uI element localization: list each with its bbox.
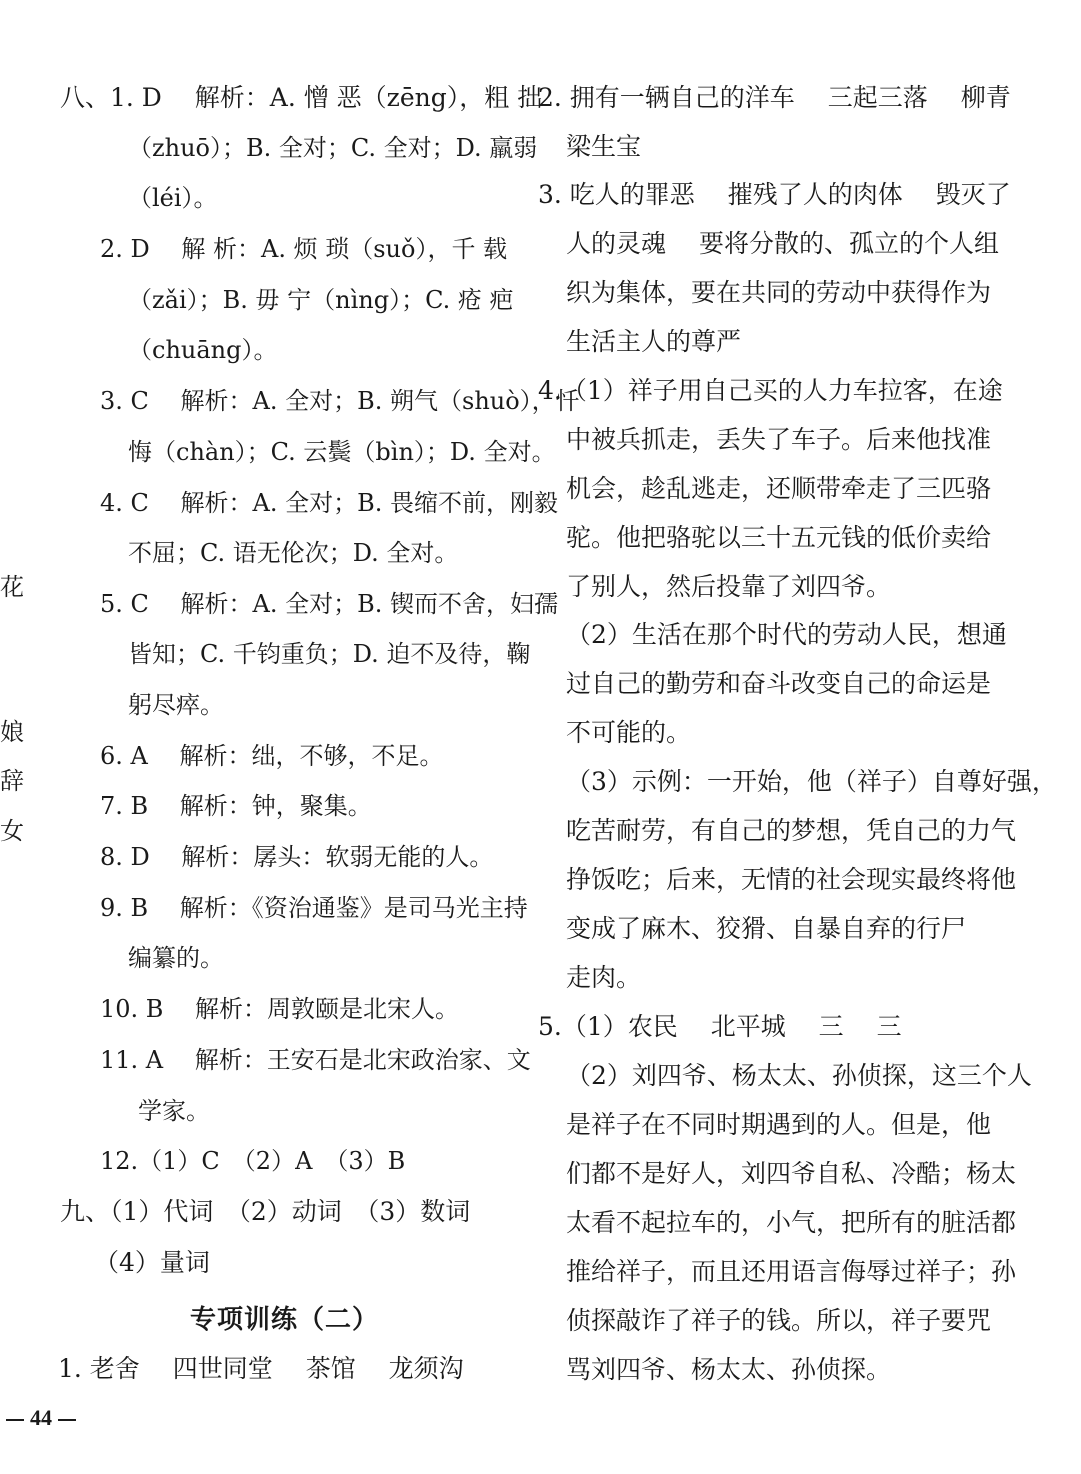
answer-line: （zǎi）；B. 毋 宁（nìng）；C. 疮 疤: [128, 286, 514, 314]
answer-line: 3. 吃人的罪恶 摧残了人的肉体 毁灭了: [538, 180, 1011, 209]
answer-line: （4）量词: [94, 1248, 210, 1277]
dash-left: [6, 1419, 24, 1421]
answer-line: 4.（1）祥子用自己买的人力车拉客，在途: [538, 376, 1003, 405]
answer-line: 2. D 解 析：A. 烦 琐（suǒ），千 载: [100, 235, 508, 263]
answer-line: 8. D 解析：孱头：软弱无能的人。: [100, 843, 494, 871]
answer-line: 织为集体，要在共同的劳动中获得作为: [566, 278, 992, 307]
answer-line: （zhuō）；B. 全对；C. 全对；D. 羸弱: [128, 134, 538, 162]
answer-line: 9. B 解析：《资治通鉴》是司马光主持: [100, 894, 528, 922]
bleed-char: 辞: [0, 767, 24, 795]
answer-line: 中被兵抓走，丢失了车子。后来他找准: [566, 425, 992, 454]
answer-line: （3）示例：一开始，他（祥子）自尊好强，: [566, 767, 1057, 796]
answer-line: 11. A 解析：王安石是北宋政治家、文: [100, 1046, 531, 1074]
bleed-char: 女: [0, 817, 24, 845]
answer-line: 吃苦耐劳，有自己的梦想，凭自己的力气: [566, 816, 1017, 845]
answer-line: 骂刘四爷、杨太太、孙侦探。: [566, 1355, 892, 1384]
answer-line: 九、（1）代词 （2）动词 （3）数词: [60, 1197, 471, 1226]
answer-line: 5. C 解析：A. 全对；B. 锲而不舍，妇孺: [100, 590, 559, 618]
answer-line: 推给祥子，而且还用语言侮辱过祥子；孙: [566, 1257, 1017, 1286]
answer-line: 驼。他把骆驼以三十五元钱的低价卖给: [566, 523, 992, 552]
answer-line: 变成了麻木、狡猾、自暴自弃的行尸: [566, 914, 967, 943]
answer-line: 12.（1）C （2）A （3）B: [100, 1147, 406, 1175]
answer-line: （2）生活在那个时代的劳动人民，想通: [566, 620, 1007, 649]
answer-line: 4. C 解析：A. 全对；B. 畏缩不前，刚毅: [100, 489, 559, 517]
answer-line: 人的灵魂 要将分散的、孤立的个人组: [566, 229, 999, 258]
answer-line: 5.（1）农民 北平城 三 三: [538, 1012, 902, 1041]
answer-line: 不可能的。: [566, 718, 692, 747]
answer-line: 是祥子在不同时期遇到的人。但是，他: [566, 1110, 992, 1139]
answer-line: 太看不起拉车的，小气，把所有的脏活都: [566, 1208, 1017, 1237]
answer-line: 们都不是好人，刘四爷自私、冷酷；杨太: [566, 1159, 1017, 1188]
section-heading: 专项训练（二）: [190, 1305, 380, 1335]
answer-line: 侦探敲诈了祥子的钱。所以，祥子要咒: [566, 1306, 992, 1335]
answer-line: 编纂的。: [128, 944, 224, 972]
answer-line: 6. A 解析：绌，不够，不足。: [100, 742, 444, 770]
answer-line: 过自己的勤劳和奋斗改变自己的命运是: [566, 669, 992, 698]
answer-line: 挣饭吃；后来，无情的社会现实最终将他: [566, 865, 1017, 894]
answer-line: 躬尽瘁。: [128, 691, 224, 719]
answer-line: 1. 老舍 四世同堂 茶馆 龙须沟: [58, 1354, 464, 1383]
page-number-text: 44: [30, 1405, 52, 1430]
answer-line: 走肉。: [566, 963, 642, 992]
answer-line: 了别人，然后投靠了刘四爷。: [566, 572, 892, 601]
answer-line: 2. 拥有一辆自己的洋车 三起三落 柳青: [538, 83, 1011, 112]
answer-line: 不屈；C. 语无伦次；D. 全对。: [128, 539, 459, 567]
answer-line: 3. C 解析：A. 全对；B. 朔气（shuò），忏: [100, 387, 580, 415]
answer-line: （léi）。: [128, 184, 218, 212]
page-number: [0, 1403, 82, 1433]
dash-right: [58, 1419, 76, 1421]
answer-line: 学家。: [138, 1097, 210, 1125]
answer-line: 悔（chàn）；C. 云鬓（bìn）；D. 全对。: [128, 438, 556, 466]
answer-line: 10. B 解析：周敦颐是北宋人。: [100, 995, 460, 1023]
answer-line: （chuāng）。: [128, 336, 278, 364]
bleed-char: 娘: [0, 718, 24, 746]
answer-line: 皆知；C. 千钧重负；D. 迫不及待，鞠: [128, 640, 531, 668]
answer-line: 生活主人的尊严: [566, 327, 742, 356]
answer-line: （2）刘四爷、杨太太、孙侦探，这三个人: [566, 1061, 1032, 1090]
answer-line: 梁生宝: [566, 132, 642, 161]
answer-line: 7. B 解析：钟，聚集。: [100, 792, 372, 820]
bleed-char: 花: [0, 573, 24, 601]
answer-line: 机会，趁乱逃走，还顺带牵走了三匹骆: [566, 474, 992, 503]
answer-line: 八、1. D 解析：A. 憎 恶（zēng），粗 拙: [60, 83, 543, 112]
